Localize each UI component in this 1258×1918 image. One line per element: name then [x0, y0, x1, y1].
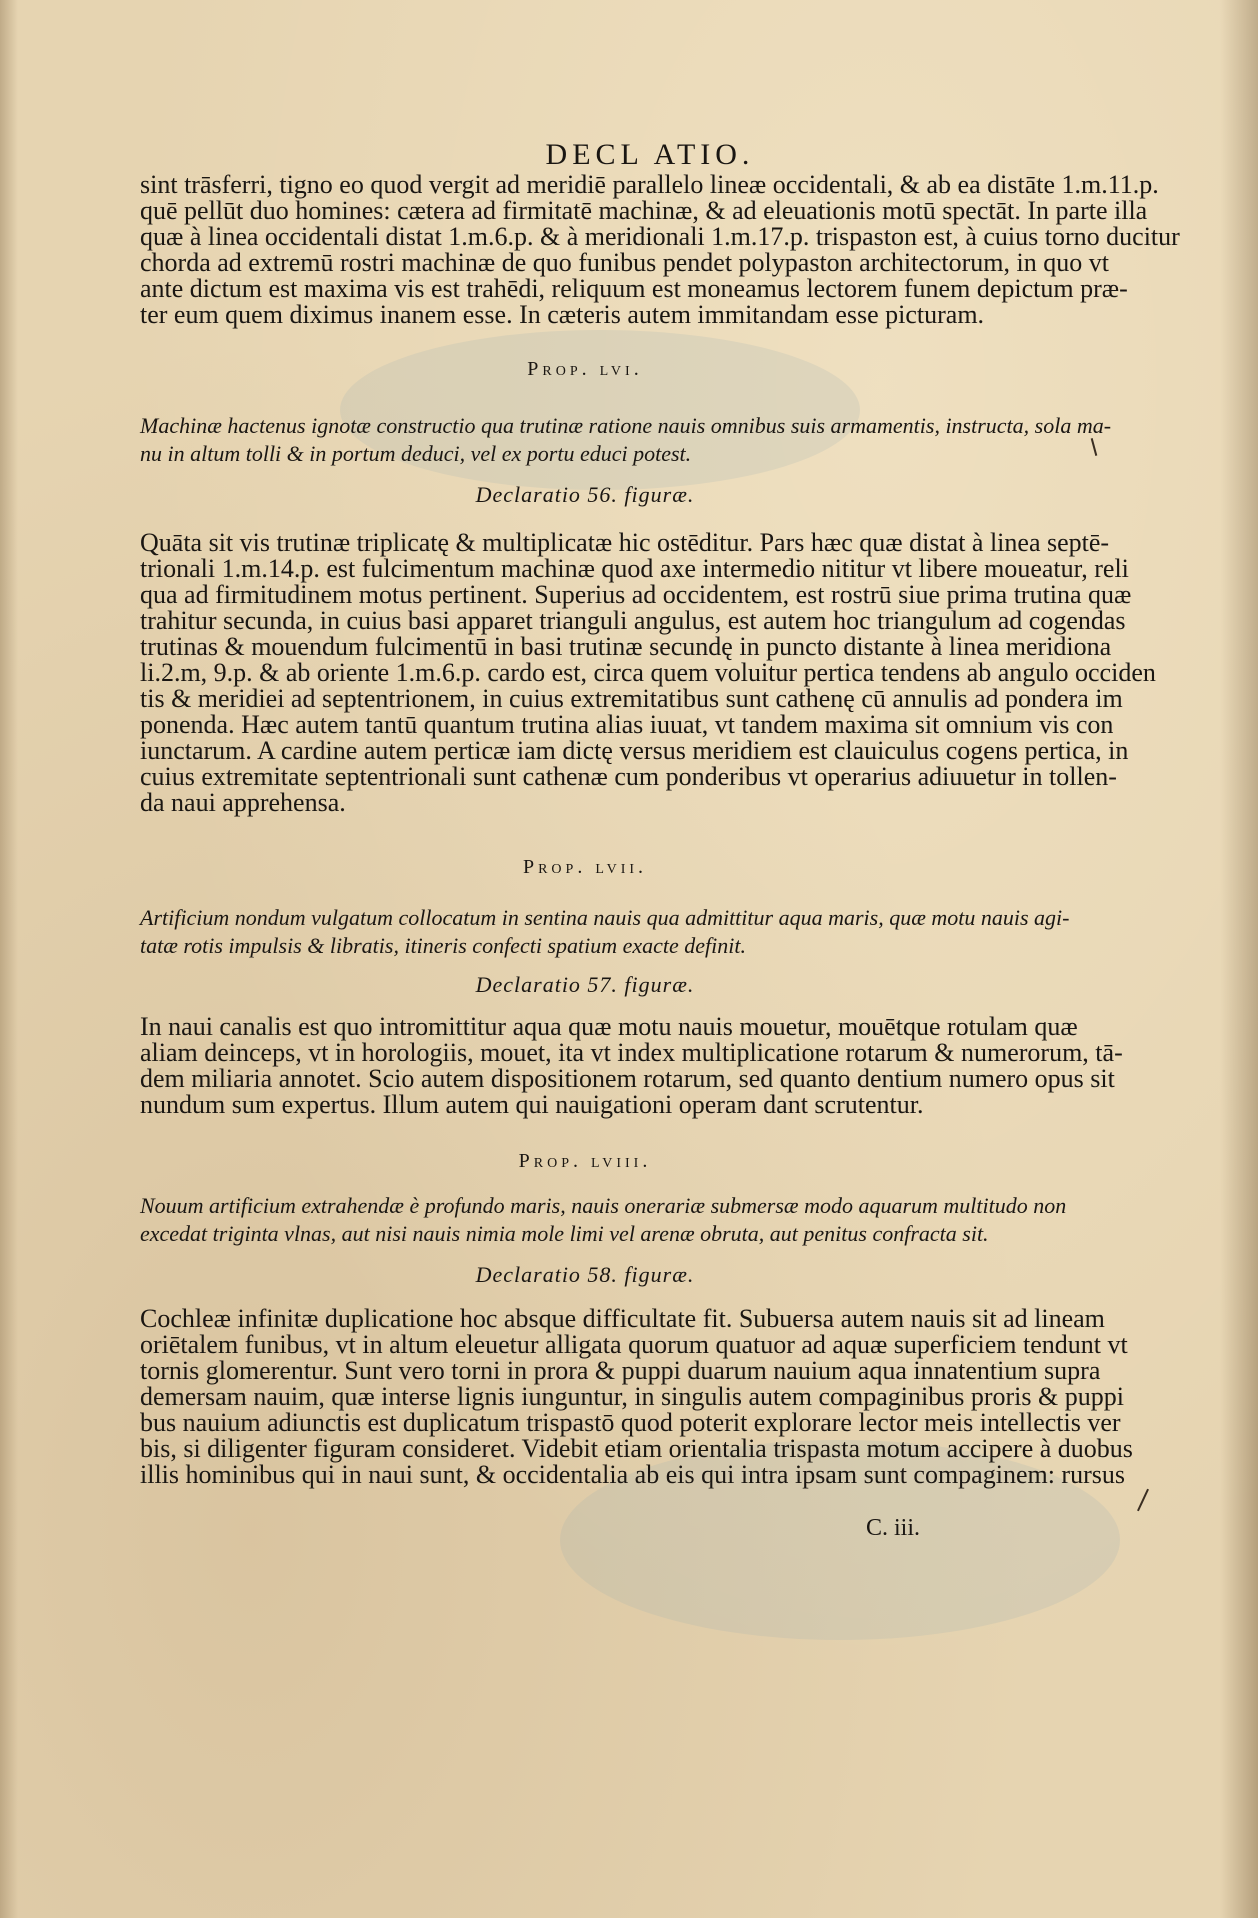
text-line: chorda ad extremū rostri machinæ de quo funibus pendet polypaston architectorum, in quo vt [140, 248, 1109, 277]
text-line: aliam deinceps, vt in horologiis, mouet, ita vt index multiplicatione rotarum & numerorum, tā- [140, 1038, 1123, 1067]
prop-56-declaratio: Declaratio 56. figuræ. [475, 482, 695, 507]
text-line: oriētalem funibus, vt in altum eleuetur alligata quorum quatuor ad aquæ superficiem tendunt vt [140, 1330, 1128, 1359]
text-line: trahitur secunda, in cuius basi apparet trianguli angulus, est autem hoc triangulum ad cogendas [140, 606, 1126, 635]
statement-line: Machinæ hactenus ignotæ constructio qua trutinæ ratione nauis omnibus suis armamentis, instructa, sola ma- [140, 413, 1112, 438]
text-line: iunctarum. A cardine autem perticæ iam dictę versus meridiem est clauiculus cogens pertica, in [140, 736, 1129, 765]
prop-58-declaratio: Declaratio 58. figuræ. [475, 1262, 695, 1287]
text-line: ante dictum est maxima vis est trahēdi, reliquum est moneamus lectorem funem depictum præ- [140, 274, 1128, 303]
prop-58-statement [140, 1192, 1067, 1248]
text-line: da naui apprehensa. [140, 788, 346, 817]
prop-56-heading: Prop. lvi. [527, 358, 643, 380]
page-signature: C. iii. [866, 1515, 921, 1541]
text-line: illis hominibus qui in naui sunt, & occidentalia ab eis qui intra ipsam sunt compaginem: rursus [140, 1460, 1125, 1489]
text-line: Cochleæ infinitæ duplicatione hoc absque difficultate fit. Subuersa autem nauis sit ad lineam [140, 1304, 1105, 1333]
text-line: ponenda. Hæc autem tantū quantum trutina alias iuuat, vt tandem maxima sit omnium vis con [140, 710, 1114, 739]
text-line: trionali 1.m.14.p. est fulcimentum machinæ quod axe intermedio nititur vt libere moueatur, reli [140, 554, 1129, 583]
text-line: dem miliaria annotet. Scio autem dispositionem rotarum, sed quanto dentium numero opus sit [140, 1064, 1115, 1093]
text-line: tornis glomerentur. Sunt vero torni in prora & puppi duarum nauium aqua innatentium supra [140, 1356, 1101, 1385]
text-line: Quāta sit vis trutinæ triplicatę & multiplicatæ hic ostēditur. Pars hæc quæ distat à linea septē- [140, 528, 1110, 557]
page-title: DECL ATIO. [545, 138, 755, 171]
statement-line: excedat triginta vlnas, aut nisi nauis nimia mole limi vel arenæ obruta, aut penitus confracta sit. [140, 1221, 989, 1246]
text-line: li.2.m, 9.p. & ab oriente 1.m.6.p. cardo est, circa quem voluitur pertica tendens ab angulo occiden [140, 658, 1156, 687]
text-line: tis & meridiei ad septentrionem, in cuius extremitatibus sunt cathenę cū annulis ad pondera im [140, 684, 1123, 713]
text-line: trutinas & mouendum fulcimentū in basi trutinæ secundę in puncto distante à linea meridiona [140, 632, 1112, 661]
prop-57-declaratio: Declaratio 57. figuræ. [475, 972, 695, 997]
text-line: bus nauium adiunctis est duplicatum trispastō quod poterit explorare lector meis intellectis ver [140, 1408, 1121, 1437]
text-line: cuius extremitate septentrionali sunt cathenæ cum ponderibus vt operarius adiuuetur in tollen- [140, 762, 1117, 791]
text-line: In naui canalis est quo intromittitur aqua quæ motu nauis mouetur, mouētque rotulam quæ [140, 1012, 1078, 1041]
statement-line: Artificium nondum vulgatum collocatum in sentina nauis qua admittitur aqua maris, quæ motu nauis agi- [140, 905, 1070, 930]
margin-mark [1137, 1489, 1149, 1512]
prop-58-heading: Prop. lviii. [518, 1150, 652, 1172]
prop-56-body [140, 528, 1156, 817]
prop-57-body [140, 1012, 1123, 1119]
statement-line: tatæ rotis impulsis & libratis, itineris confecti spatium exacte definit. [140, 933, 746, 958]
margin-mark [1091, 438, 1098, 456]
prop-56-statement [140, 412, 1112, 468]
paragraph-1 [140, 170, 1180, 329]
text-line: quæ à linea occidentali distat 1.m.6.p. & à meridionali 1.m.17.p. trispaston est, à cuius torno ducitur [140, 222, 1180, 251]
statement-line: Nouum artificium extrahendæ è profundo maris, nauis onerariæ submersæ modo aquarum multitudo non [140, 1193, 1067, 1218]
text-line: nundum sum expertus. Illum autem qui nauigationi operam dant scrutentur. [140, 1090, 924, 1119]
prop-58-body [140, 1304, 1133, 1489]
text-line: ter eum quem diximus inanem esse. In cæteris autem immitandam esse picturam. [140, 300, 985, 329]
prop-57-heading: Prop. lvii. [522, 856, 648, 878]
statement-line: nu in altum tolli & in portum deduci, vel ex portu educi potest. [140, 441, 692, 466]
text-line: quē pellūt duo homines: cætera ad firmitatē machinæ, & ad eleuationis motū spectāt. In parte illa [140, 196, 1148, 225]
text-line: sint trāsferri, tigno eo quod vergit ad meridiē parallelo lineæ occidentali, & ab ea distāte 1.m.11.p. [140, 170, 1159, 199]
text-line: bis, si diligenter figuram consideret. Videbit etiam orientalia trispasta motum accipere à duobus [140, 1434, 1133, 1463]
prop-57-statement [140, 904, 1070, 960]
text-line: demersam nauim, quæ interse lignis iunguntur, in singulis autem compaginibus proris & puppi [140, 1382, 1124, 1411]
text-line: qua ad firmitudinem motus pertinent. Superius ad occidentem, est rostrū siue prima trutina quæ [140, 580, 1132, 609]
